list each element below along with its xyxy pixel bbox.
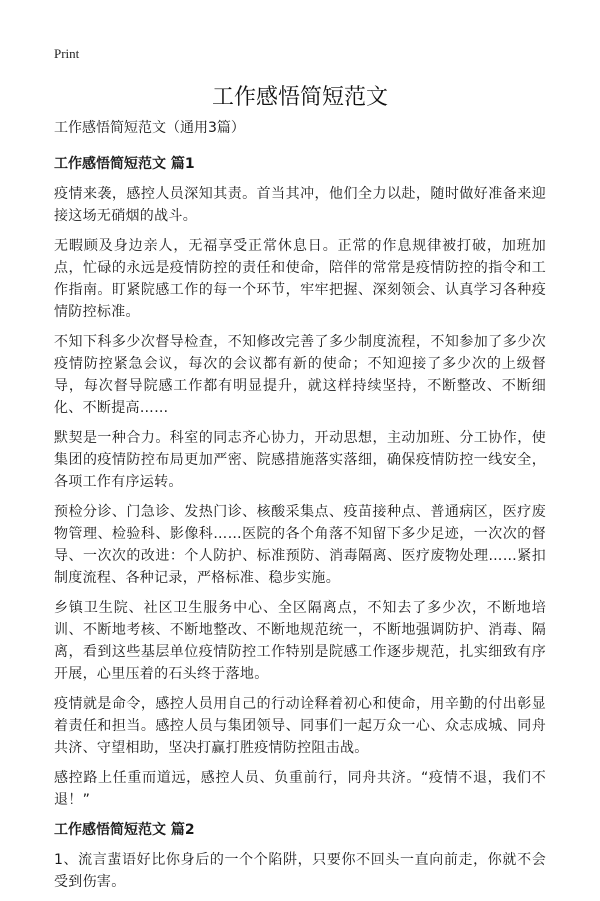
subtitle: 工作感悟简短范文（通用3篇） xyxy=(54,120,245,136)
print-link[interactable]: Print xyxy=(54,46,80,61)
paragraph: 默契是一种合力。科室的同志齐心协力，开动思想，主动加班、分工协作，使集团的疫情防控布局更加严密、院感措施落实落细，确保疫情防控一线安全，各项工作有序运转。 xyxy=(54,430,546,490)
document-body xyxy=(54,117,546,901)
paragraph: 预检分诊、门急诊、发热门诊、核酸采集点、疫苗接种点、普通病区，医疗废物管理、检验科、影像科……医院的各个角落不知留下多少足迹，一次次的督导、一次次的改进：个人防护、标准预防、消毒隔离、医疗废物处理……紧扣制度流程、各种记录，严格标准、稳步实施。 xyxy=(54,504,546,586)
paragraph: 乡镇卫生院、社区卫生服务中心、全区隔离点，不知去了多少次，不断地培训、不断地考核、不断地整改、不断地规范统一，不断地强调防护、消毒、隔离，看到这些基层单位疫情防控工作特别是院感工作逐步规范，扎实细致有序开展，心里压着的石头终于落地。 xyxy=(54,600,546,682)
paragraph: 感控路上任重而道远，感控人员、负重前行，同舟共济。“疫情不退，我们不退！” xyxy=(54,770,546,808)
paragraph: 疫情就是命令，感控人员用自己的行动诠释着初心和使命，用辛勤的付出彰显着责任和担当。感控人员与集团领导、同事们一起万众一心、众志成城、同舟共济、守望相助，坚决打赢打胜疫情防控阻击战。 xyxy=(54,696,546,756)
paragraph: 不知下科多少次督导检查，不知修改完善了多少制度流程，不知参加了多少次疫情防控紧急会议，每次的会议都有新的使命；不知迎接了多少次的上级督导，每次督导院感工作都有明显提升，就这样持续坚持，不断整改、不断细化、不断提高…… xyxy=(54,334,546,416)
paragraph: 1、流言蜚语好比你身后的一个个陷阱，只要你不回头一直向前走，你就不会受到伤害。 xyxy=(54,852,546,890)
section-heading: 工作感悟简短范文 篇2 xyxy=(54,822,195,838)
paragraph: 疫情来袭，感控人员深知其责。首当其冲，他们全力以赴，随时做好准备来迎接这场无硝烟的战斗。 xyxy=(54,186,546,224)
paragraph: 无暇顾及身边亲人，无福享受正常休息日。正常的作息规律被打破，加班加点，忙碌的永远是疫情防控的责任和使命，陪伴的常常是疫情防控的指令和工作指南。盯紧院感工作的每一个环节，牢牢把握、深刻领会、认真学习各种疫情防控标准。 xyxy=(54,238,546,320)
section-heading: 工作感悟简短范文 篇1 xyxy=(54,156,195,172)
page-title: 工作感悟简短范文 xyxy=(211,85,388,110)
